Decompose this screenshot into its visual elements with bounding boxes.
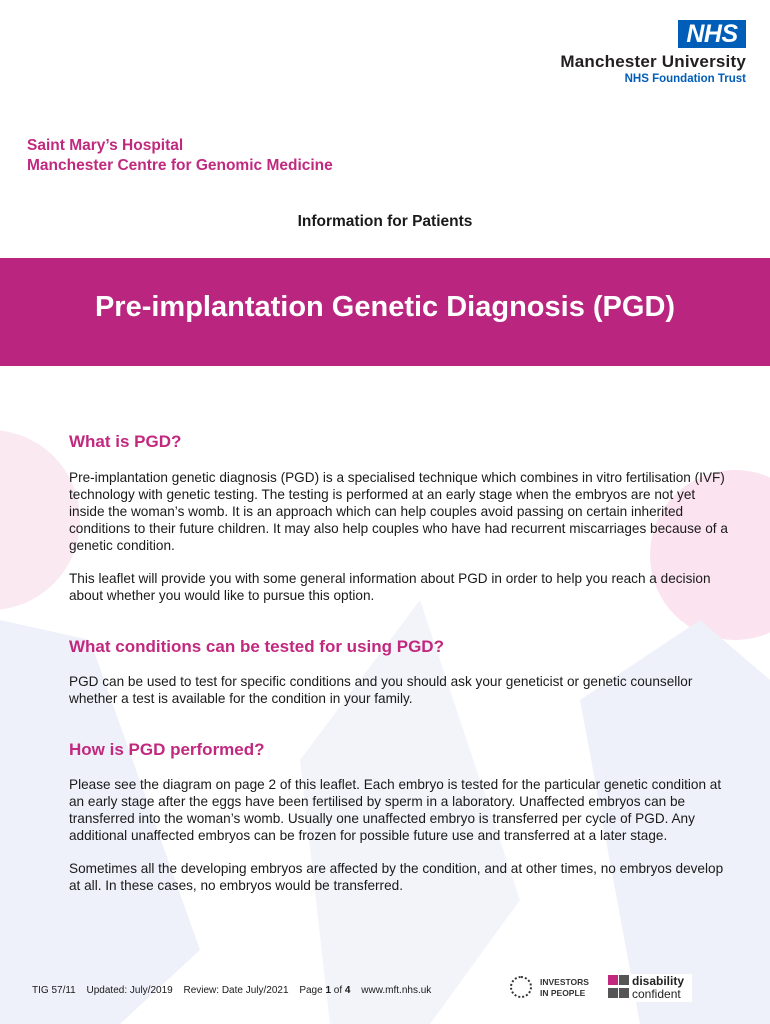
paragraph: Sometimes all the developing embryos are affected by the condition, and at other times, no embryos develop at all. In these cases, no embryos would be transferred. bbox=[69, 861, 724, 893]
document-title: Pre-implantation Genetic Diagnosis (PGD) bbox=[94, 291, 676, 323]
hospital-line2: Manchester Centre for Genomic Medicine bbox=[27, 157, 333, 174]
audience-label: Information for Patients bbox=[297, 213, 473, 230]
section-heading: How is PGD performed? bbox=[69, 740, 265, 759]
document-reference: TIG 57/11 bbox=[32, 985, 76, 996]
dc-icon bbox=[619, 975, 629, 985]
page-number: Page 1 of 4 bbox=[299, 985, 351, 996]
organisation-name bbox=[560, 52, 746, 85]
updated-date: Updated: July/2019 bbox=[86, 985, 173, 996]
website-link: www.mft.nhs.uk bbox=[361, 985, 432, 996]
dc-icon bbox=[619, 988, 629, 998]
dc-line1: disability bbox=[632, 974, 685, 988]
nhs-logo: NHS bbox=[678, 20, 746, 48]
review-date: Review: Date July/2021 bbox=[183, 985, 289, 996]
page-footer bbox=[32, 985, 439, 996]
disability-confident-logo bbox=[606, 974, 692, 1002]
section-heading: What is PGD? bbox=[69, 432, 182, 451]
investors-in-people-logo bbox=[510, 975, 594, 1001]
paragraph: Please see the diagram on page 2 of this leaflet. Each embryo is tested for the particular genetic condition at an early stage after the eggs have been fertilised by sperm in a laboratory. Unaffected embryos can be transferred into the woman’s womb. Usually one unaffected embryo is transferred per cycle of PGD. Any additional unaffected embryos can be frozen for possible future use and transferred at a later stage. bbox=[69, 777, 722, 843]
org-name-line1: Manchester University bbox=[560, 52, 746, 71]
dc-line2: confident bbox=[632, 987, 681, 1001]
title-banner bbox=[0, 258, 770, 366]
main-content bbox=[69, 432, 729, 894]
hospital-line1: Saint Mary’s Hospital bbox=[27, 137, 184, 154]
dc-icon bbox=[608, 988, 618, 998]
paragraph: PGD can be used to test for specific conditions and you should ask your geneticist or genetic counsellor whether a test is available for the condition in your family. bbox=[69, 674, 693, 706]
section-heading: What conditions can be tested for using PGD? bbox=[69, 637, 444, 656]
investors-in-people-icon bbox=[510, 976, 532, 998]
paragraph: Pre-implantation genetic diagnosis (PGD) is a specialised technique which combines in vitro fertilisation (IVF) technology with genetic testing. The testing is performed at an early stage when the embryos are not yet inside the woman’s womb. It is an approach which can help couples avoid passing on certain inherited conditions to their future children. It may also help couples who have had recurrent miscarriages because of a genetic condition. bbox=[69, 470, 728, 553]
iip-line2: IN PEOPLE bbox=[540, 988, 586, 998]
paragraph: This leaflet will provide you with some general information about PGD in order to help you reach a decision about whether you would like to pursue this option. bbox=[69, 571, 711, 603]
hospital-name bbox=[27, 136, 333, 176]
org-name-line2: NHS Foundation Trust bbox=[624, 73, 746, 85]
iip-line1: INVESTORS bbox=[540, 977, 589, 987]
dc-icon bbox=[608, 975, 618, 985]
